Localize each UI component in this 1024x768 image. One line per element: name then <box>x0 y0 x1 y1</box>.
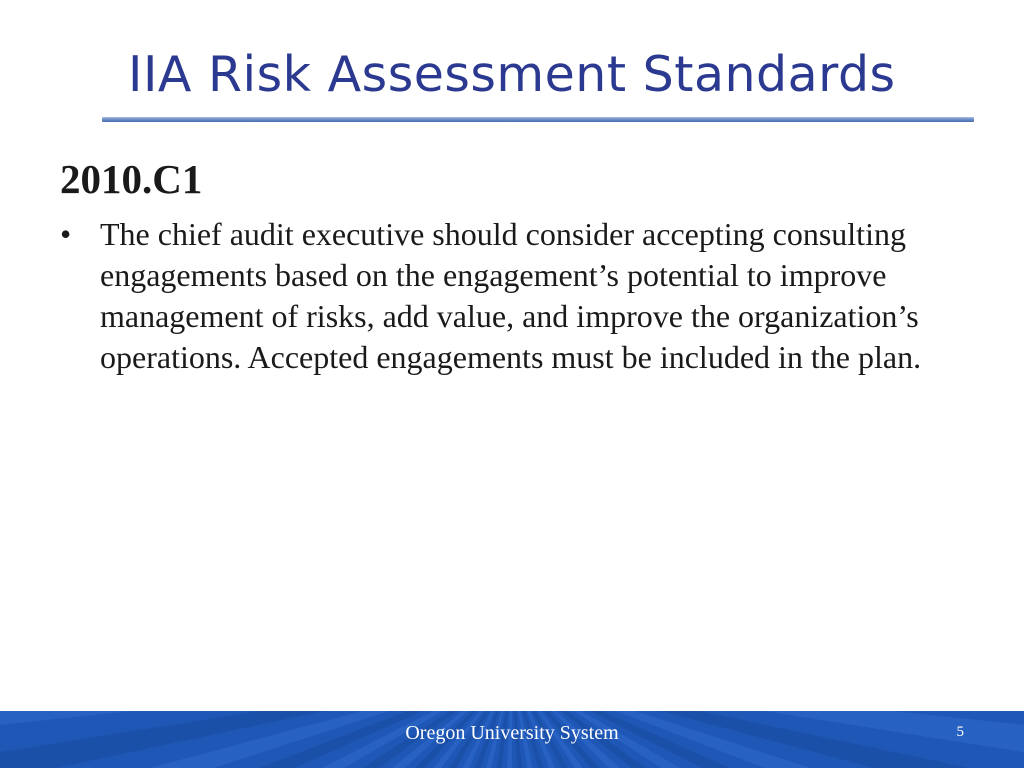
slide-number: 5 <box>956 724 964 740</box>
bullet-icon: • <box>60 216 72 252</box>
bullet-list <box>60 214 940 378</box>
section-heading: 2010.C1 <box>60 156 203 202</box>
footer-band <box>0 711 1024 768</box>
bullet-text: The chief audit executive should consider accepting consulting engagements based on the engagement’s potential to improve management of risks, add value, and improve the organization’s operations. Accepted engagements must be included in the plan. <box>100 216 922 375</box>
bullet-item <box>60 214 940 378</box>
title-divider <box>102 117 974 122</box>
footer-organization: Oregon University System <box>405 722 619 744</box>
slide-title: IIA Risk Assessment Standards <box>128 46 896 103</box>
